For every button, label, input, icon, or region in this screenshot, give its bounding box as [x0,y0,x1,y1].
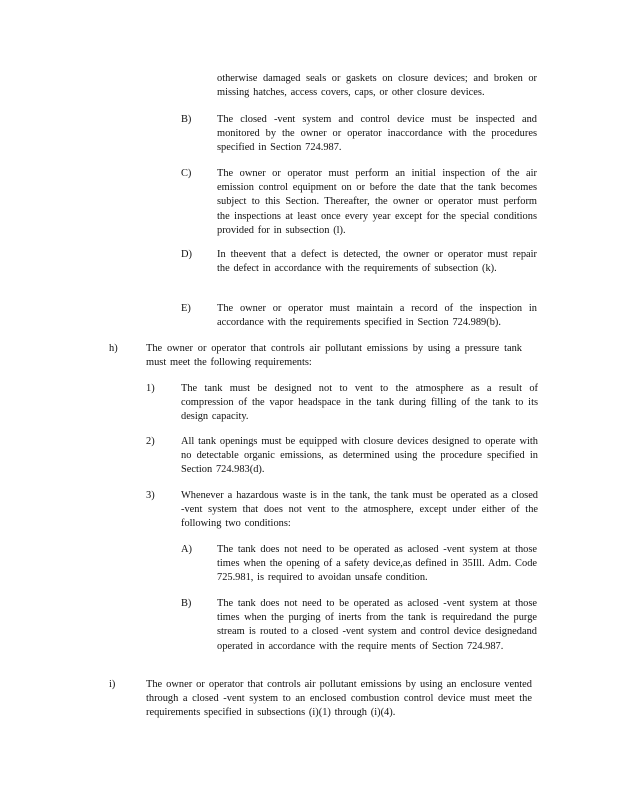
paragraph-h-2: All tank openings must be equipped with closure devices designed to operate with no detectable organic emissions, as determined using the procedure specified in Section 724.983(d). [181,436,538,476]
marker-h-3-a: A) [181,544,192,555]
paragraph-g-continuation: otherwise damaged seals or gaskets on closure devices; and broken or missing hatches, access covers, caps, or other closure devices. [217,73,537,99]
marker-h-3: 3) [146,490,155,501]
marker-h: h) [109,343,118,354]
marker-i: i) [109,679,116,690]
marker-h-2: 2) [146,436,155,447]
marker-g-e: E) [181,303,191,314]
paragraph-h-3-b: The tank does not need to be operated as aclosed -vent system at those times when the purging of inerts from the tank is requiredand the purge stream is routed to a closed -vent system and control device designedand operated in accordance with the require ments of Section 724.987. [217,598,537,652]
paragraph-h-3-a: The tank does not need to be operated as aclosed -vent system at those times when the opening of a safety device,as defined in 35Ill. Adm. Code 725.981, is required to avoidan unsafe condition. [217,544,537,584]
marker-h-3-b: B) [181,598,192,609]
paragraph-g-e: The owner or operator must maintain a record of the inspection in accordance with the requirements specified in Section 724.989(b). [217,303,537,329]
paragraph-h-1: The tank must be designed not to vent to the atmosphere as a result of compression of the vapor headspace in the tank during filling of the tank to its design capacity. [181,383,538,423]
marker-g-d: D) [181,249,192,260]
marker-h-1: 1) [146,383,155,394]
paragraph-g-c: The owner or operator must perform an initial inspection of the air emission control equipment on or before the date that the tank becomes subject to this Section. Thereafter, the owner or operator must perform the inspections at least once every year except for the special conditions provided for in subsection (l). [217,168,537,236]
marker-g-c: C) [181,168,192,179]
paragraph-i: The owner or operator that controls air pollutant emissions by using an enclosure vented through a closed -vent system to an enclosed combustion control device must meet the requirements specified in subsections (i)(1) through (i)(4). [146,679,532,719]
marker-g-b: B) [181,114,192,125]
paragraph-h-3: Whenever a hazardous waste is in the tank, the tank must be operated as a closed -vent system that does not vent to the atmosphere, except under either of the following two conditions: [181,490,538,530]
paragraph-g-b: The closed -vent system and control device must be inspected and monitored by the owner or operator inaccordance with the procedures specified in Section 724.987. [217,114,537,154]
paragraph-g-d: In theevent that a defect is detected, the owner or operator must repair the defect in accordance with the requirements of subsection (k). [217,249,537,275]
paragraph-h: The owner or operator that controls air pollutant emissions by using a pressure tank must meet the following requirements: [146,343,522,369]
